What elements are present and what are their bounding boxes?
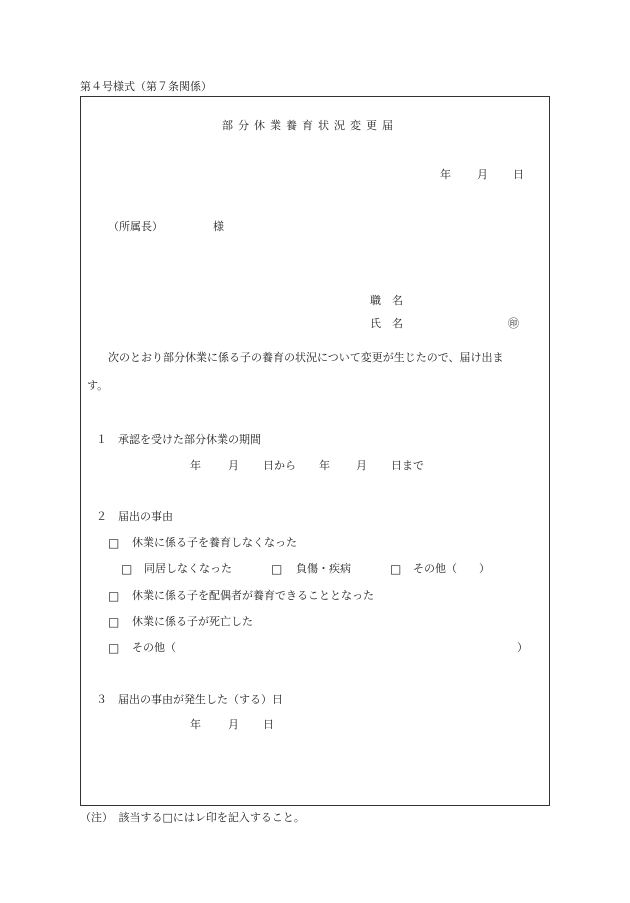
checkbox-sub-other[interactable]: □: [390, 562, 402, 576]
checkbox-not-cohabiting[interactable]: □: [121, 562, 133, 576]
form-label: 第４号様式（第７条関係）: [80, 80, 212, 93]
reason-child-died: 休業に係る子が死亡した: [132, 615, 253, 628]
checkbox-injury-illness[interactable]: □: [271, 562, 283, 576]
name-label: 氏 名: [370, 317, 403, 330]
addressee-honorific: 様: [213, 220, 224, 233]
form-title: 部分休業養育状況変更届: [222, 119, 398, 132]
reason-spouse-can-raise: 休業に係る子を配偶者が養育できることとなった: [132, 589, 374, 602]
checkbox-child-died[interactable]: □: [108, 615, 120, 629]
date-month: 月: [477, 168, 488, 181]
intro-line-2: す。: [87, 379, 109, 392]
seal-mark: ㊞: [508, 317, 519, 330]
section-period-heading: １ 承認を受けた部分休業の期間: [96, 433, 261, 446]
reason-no-longer-raising: 休業に係る子を養育しなくなった: [132, 536, 297, 549]
date-day: 日: [513, 168, 524, 181]
reason-not-cohabiting: 同居しなくなった: [144, 562, 232, 575]
addressee-label: （所属長）: [108, 220, 163, 233]
checkbox-spouse-can-raise[interactable]: □: [108, 589, 120, 603]
period-month-1: 月: [228, 459, 239, 472]
reason-sub-other: その他（ ）: [413, 562, 490, 575]
checkbox-other[interactable]: □: [108, 641, 120, 655]
period-year-1: 年: [190, 459, 201, 472]
footnote: （注） 該当する□にはレ印を記入すること。: [80, 811, 305, 824]
position-label: 職 名: [370, 294, 403, 307]
intro-line-1: 次のとおり部分休業に係る子の養育の状況について変更が生じたので、届け出ま: [108, 351, 504, 364]
period-until: 日まで: [391, 459, 424, 472]
date-year: 年: [440, 168, 451, 181]
occurrence-day: 日: [263, 718, 274, 731]
occurrence-year: 年: [190, 718, 201, 731]
period-year-2: 年: [319, 459, 330, 472]
reason-other: その他（: [132, 641, 176, 654]
section-reason-heading: ２ 届出の事由: [96, 510, 173, 523]
period-from: 日から: [263, 459, 296, 472]
period-month-2: 月: [356, 459, 367, 472]
section-occurrence-heading: ３ 届出の事由が発生した（する）日: [96, 693, 283, 706]
checkbox-no-longer-raising[interactable]: □: [108, 536, 120, 550]
reason-injury-illness: 負傷・疾病: [296, 562, 351, 575]
occurrence-month: 月: [228, 718, 239, 731]
reason-other-close-paren: ）: [517, 641, 528, 654]
